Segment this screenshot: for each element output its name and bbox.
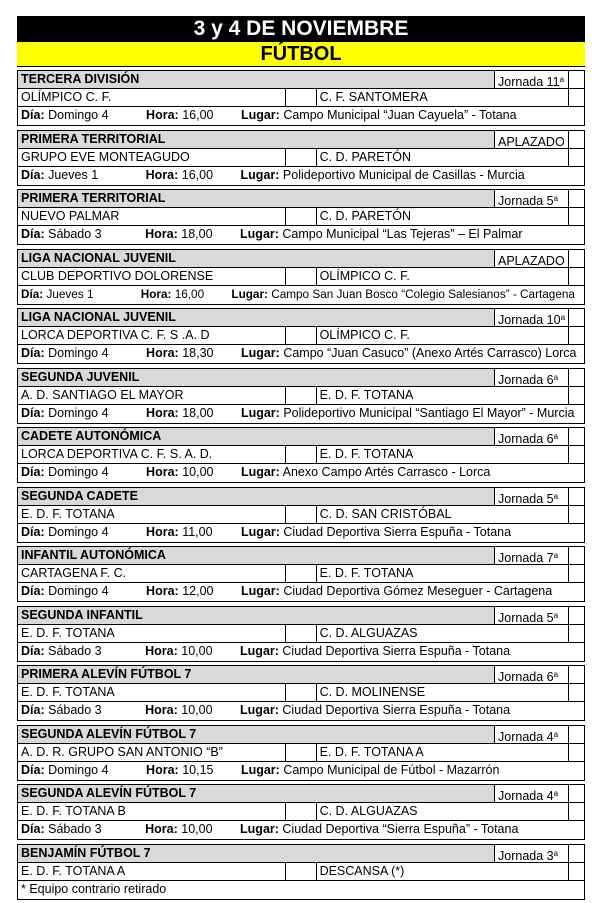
category-label: INFANTIL AUTONÓMICA xyxy=(21,548,166,562)
away-team: C. D. SAN CRISTÓBAL xyxy=(316,506,569,523)
match-card xyxy=(17,189,585,245)
match-header-row xyxy=(18,190,584,208)
away-team: C. F. SANTOMERA xyxy=(316,89,569,106)
dia-value: Jueves 1 xyxy=(48,167,99,182)
details-cell xyxy=(18,345,584,363)
home-team: GRUPO EVE MONTEAGUDO xyxy=(21,149,190,164)
details-row xyxy=(18,524,584,542)
jornada-label: Jornada 6$^a$ xyxy=(494,666,568,683)
details-cell xyxy=(18,226,584,244)
details-row xyxy=(18,167,584,185)
hora-label: Hora: xyxy=(145,703,178,717)
away-team: DESCANSA (*) xyxy=(316,863,569,880)
score-cell xyxy=(285,684,315,701)
jornada-label: Jornada 7$^a$ xyxy=(494,547,568,564)
details-cell xyxy=(18,107,584,125)
details-row xyxy=(18,345,584,363)
blank-cell xyxy=(568,726,584,743)
dia-label: Día: xyxy=(21,584,45,598)
dia-value: Jueves 1 xyxy=(46,287,94,301)
details-cell xyxy=(18,702,584,720)
away-team: C. D. MOLINENSE xyxy=(316,684,569,701)
lugar-label: Lugar: xyxy=(240,167,280,182)
lugar-label: Lugar: xyxy=(240,643,279,658)
jornada-superscript: a xyxy=(553,670,559,679)
hora-label: Hora: xyxy=(145,227,178,241)
score-cell xyxy=(285,565,315,582)
teams-row xyxy=(18,684,584,702)
away-team: E. D. F. TOTANA xyxy=(316,565,569,582)
match-header-row xyxy=(18,666,584,684)
lugar-label: Lugar: xyxy=(240,822,279,836)
details-row xyxy=(18,583,584,601)
dia-value: Domingo 4 xyxy=(48,584,109,598)
teams-row xyxy=(18,208,584,226)
hora-value: 11,00 xyxy=(182,524,213,539)
lugar-value: Ciudad Deportiva Sierra Espuña - Totana xyxy=(282,643,511,658)
lugar-label: Lugar: xyxy=(241,524,280,539)
hora-value: 18,00 xyxy=(182,405,214,420)
teams-row xyxy=(18,89,584,107)
dia-value: Sábado 3 xyxy=(48,703,102,717)
hora-label: Hora: xyxy=(140,287,172,301)
teams-row xyxy=(18,268,584,286)
score-cell xyxy=(568,387,584,404)
score-cell xyxy=(568,268,584,285)
blank-cell xyxy=(568,845,584,862)
lugar-value: Polideportivo Municipal de Casillas - Murcia xyxy=(282,167,525,182)
jornada-superscript: a xyxy=(553,551,559,560)
category-label: TERCERA DIVISIÓN xyxy=(21,72,140,86)
jornada-label: Jornada 4$^a$ xyxy=(494,726,568,743)
blank-cell xyxy=(568,369,584,386)
teams-row xyxy=(18,803,584,821)
match-header-row xyxy=(18,309,584,327)
hora-value: 10,00 xyxy=(182,465,214,479)
teams-row xyxy=(18,565,584,583)
home-team: E. D. F. TOTANA xyxy=(21,625,115,640)
match-header-row xyxy=(18,607,584,625)
blank-cell xyxy=(568,666,584,683)
score-cell xyxy=(568,446,584,463)
match-card xyxy=(17,427,585,483)
home-team: E. D. F. TOTANA B xyxy=(21,804,126,818)
details-row xyxy=(18,464,584,482)
score-cell xyxy=(568,625,584,642)
score-cell xyxy=(568,208,584,225)
details-cell xyxy=(18,643,584,661)
details-cell xyxy=(18,286,584,304)
hora-label: Hora: xyxy=(146,346,179,360)
score-cell xyxy=(568,684,584,701)
score-cell xyxy=(568,744,584,761)
hora-value: 10,00 xyxy=(181,643,213,658)
score-cell xyxy=(285,327,315,344)
home-team: CLUB DEPORTIVO DOLORENSE xyxy=(21,268,214,283)
dia-label: Día: xyxy=(21,703,45,717)
teams-row xyxy=(18,744,584,762)
hora-label: Hora: xyxy=(146,762,179,777)
score-cell xyxy=(568,327,584,344)
lugar-label: Lugar: xyxy=(231,287,268,301)
details-cell xyxy=(18,821,584,839)
details-cell xyxy=(18,405,584,423)
lugar-label: Lugar: xyxy=(240,762,280,777)
score-cell xyxy=(568,803,584,820)
dia-value: Domingo 4 xyxy=(48,524,109,539)
score-cell xyxy=(568,506,584,523)
away-team: C. D. ALGUAZAS xyxy=(316,803,569,820)
jornada-label: Jornada 5$^a$ xyxy=(494,190,568,207)
match-card xyxy=(17,70,585,126)
match-card xyxy=(17,308,585,364)
jornada-label: Jornada 6$^a$ xyxy=(494,369,568,386)
details-row xyxy=(18,702,584,720)
category-label: SEGUNDA ALEVÍN FÚTBOL 7 xyxy=(21,786,197,800)
match-header-row xyxy=(18,131,584,149)
score-cell xyxy=(568,89,584,106)
lugar-label: Lugar: xyxy=(240,346,280,360)
hora-label: Hora: xyxy=(145,822,178,836)
lugar-value: Campo Municipal “Las Tejeras” – El Palmar xyxy=(282,227,523,241)
details-row xyxy=(18,107,584,125)
lugar-value: Campo Municipal de Fútbol - Mazarrón xyxy=(283,762,500,777)
category-label: SEGUNDA JUVENIL xyxy=(21,369,140,384)
lugar-value: Campo Municipal “Juan Cayuela” - Totana xyxy=(283,108,517,122)
details-row xyxy=(18,226,584,244)
jornada-label: APLAZADO xyxy=(494,131,568,148)
hora-value: 12,00 xyxy=(182,584,214,598)
teams-row xyxy=(18,625,584,643)
jornada-superscript: a xyxy=(553,610,559,620)
hora-value: 10,00 xyxy=(181,822,213,836)
details-row xyxy=(18,405,584,423)
lugar-label: Lugar: xyxy=(240,405,280,420)
match-list xyxy=(17,70,585,903)
blank-cell xyxy=(568,428,584,445)
blank-cell xyxy=(568,607,584,624)
category-label: LIGA NACIONAL JUVENIL xyxy=(21,310,176,324)
details-cell xyxy=(18,167,584,185)
lugar-label: Lugar: xyxy=(240,465,280,479)
away-team: C. D. PARETÓN xyxy=(316,208,569,225)
date-title: 3 y 4 DE NOVIEMBRE xyxy=(17,16,585,42)
hora-value: 18,00 xyxy=(181,227,213,241)
match-header-row xyxy=(18,726,584,744)
category-label: CADETE AUTONÓMICA xyxy=(21,429,162,443)
match-card xyxy=(17,784,585,840)
away-team: OLÍMPICO C. F. xyxy=(316,268,569,285)
match-header-row xyxy=(18,250,584,268)
dia-label: Día: xyxy=(21,346,45,360)
lugar-value: Campo San Juan Bosco “Colegio Salesianos” - Cartagena xyxy=(271,287,575,301)
score-cell xyxy=(568,565,584,582)
score-cell xyxy=(285,446,315,463)
match-header-row xyxy=(18,369,584,387)
sport-title: FÚTBOL xyxy=(17,42,585,67)
dia-value: Domingo 4 xyxy=(48,108,109,122)
jornada-label: Jornada 4$^a$ xyxy=(494,785,568,802)
score-cell xyxy=(568,863,584,880)
match-card xyxy=(17,606,585,662)
details-cell xyxy=(18,762,584,780)
dia-value: Domingo 4 xyxy=(48,465,109,479)
dia-value: Domingo 4 xyxy=(48,405,109,420)
dia-value: Sábado 3 xyxy=(48,227,102,241)
dia-label: Día: xyxy=(21,465,45,479)
blank-cell xyxy=(568,488,584,505)
lugar-value: Anexo Campo Artés Carrasco - Lorca xyxy=(282,465,491,479)
jornada-superscript: a xyxy=(559,75,565,84)
away-team: E. D. F. TOTANA A xyxy=(316,744,569,761)
blank-cell xyxy=(568,309,584,326)
dia-label: Día: xyxy=(21,227,45,241)
score-cell xyxy=(568,149,584,166)
details-cell xyxy=(18,524,584,542)
match-header-row xyxy=(18,845,584,863)
score-cell xyxy=(285,268,315,285)
jornada-label: APLAZADO xyxy=(494,250,568,267)
home-team: E. D. F. TOTANA A xyxy=(21,863,126,878)
category-label: PRIMERA TERRITORIAL xyxy=(21,191,166,205)
hora-label: Hora: xyxy=(146,524,179,539)
away-team: OLÍMPICO C. F. xyxy=(316,327,569,344)
dia-label: Día: xyxy=(21,108,45,122)
hora-label: Hora: xyxy=(145,167,179,182)
footnote: * Equipo contrario retirado xyxy=(21,881,167,896)
hora-label: Hora: xyxy=(146,584,179,598)
jornada-superscript: a xyxy=(560,313,566,322)
home-team: LORCA DEPORTIVA C. F. S .A. D xyxy=(21,328,210,342)
match-header-row xyxy=(18,488,584,506)
lugar-value: Polideportivo Municipal “Santiago El Mayor” - Murcia xyxy=(283,405,575,420)
score-cell xyxy=(285,863,315,880)
lugar-value: Campo “Juan Casuco” (Anexo Artés Carrasco) Lorca xyxy=(283,346,577,360)
match-header-row xyxy=(18,71,584,89)
jornada-superscript: a xyxy=(553,789,559,798)
blank-cell xyxy=(568,190,584,207)
home-team: NUEVO PALMAR xyxy=(21,209,120,223)
teams-row xyxy=(18,506,584,524)
jornada-label: Jornada 5$^a$ xyxy=(494,488,568,505)
away-team: C. D. ALGUAZAS xyxy=(316,625,569,642)
match-card xyxy=(17,130,585,186)
lugar-value: Ciudad Deportiva Gómez Meseguer - Cartagena xyxy=(283,584,553,598)
category-label: SEGUNDA INFANTIL xyxy=(21,607,143,622)
jornada-superscript: a xyxy=(553,372,559,382)
match-header-row xyxy=(18,428,584,446)
category-label: LIGA NACIONAL JUVENIL xyxy=(21,250,176,265)
home-team: LORCA DEPORTIVA C. F. S. A. D. xyxy=(21,447,213,461)
home-team: A. D. SANTIAGO EL MAYOR xyxy=(21,387,184,402)
jornada-label: Jornada 10$^a$ xyxy=(494,309,568,326)
jornada-superscript: a xyxy=(553,848,559,858)
away-team: E. D. F. TOTANA xyxy=(316,387,569,404)
score-cell xyxy=(285,625,315,642)
home-team: A. D. R. GRUPO SAN ANTONIO “B” xyxy=(21,744,223,759)
category-label: PRIMERA TERRITORIAL xyxy=(21,131,166,146)
dia-label: Día: xyxy=(21,405,45,420)
details-row xyxy=(18,821,584,839)
blank-cell xyxy=(568,131,584,148)
lugar-label: Lugar: xyxy=(240,584,280,598)
dia-label: Día: xyxy=(21,167,45,182)
match-card xyxy=(17,725,585,781)
blank-cell xyxy=(568,71,584,88)
details-cell xyxy=(18,464,584,482)
blank-cell xyxy=(568,785,584,802)
jornada-superscript: a xyxy=(553,194,559,203)
details-cell xyxy=(18,583,584,601)
jornada-label: Jornada 5$^a$ xyxy=(494,607,568,624)
hora-label: Hora: xyxy=(146,108,179,122)
away-team: C. D. PARETÓN xyxy=(316,149,569,166)
blank-cell xyxy=(568,250,584,267)
dia-value: Sábado 3 xyxy=(48,643,102,658)
dia-label: Día: xyxy=(21,524,45,539)
match-card xyxy=(17,665,585,721)
hora-value: 10,00 xyxy=(181,703,213,717)
jornada-label: Jornada 6$^a$ xyxy=(494,428,568,445)
hora-value: 16,00 xyxy=(182,108,214,122)
score-cell xyxy=(285,89,315,106)
match-card xyxy=(17,546,585,602)
home-team: CARTAGENA F. C. xyxy=(21,566,127,580)
details-row xyxy=(18,286,584,304)
match-header-row xyxy=(18,785,584,803)
home-team: E. D. F. TOTANA xyxy=(21,685,115,699)
category-label: SEGUNDA ALEVÍN FÚTBOL 7 xyxy=(21,726,197,741)
home-team: OLÍMPICO C. F. xyxy=(21,90,112,104)
lugar-value: Ciudad Deportiva “Sierra Espuña” - Totana xyxy=(282,822,519,836)
teams-row xyxy=(18,446,584,464)
dia-label: Día: xyxy=(21,643,45,658)
dia-value: Domingo 4 xyxy=(48,346,109,360)
dia-value: Sábado 3 xyxy=(48,822,102,836)
teams-row xyxy=(18,149,584,167)
dia-label: Día: xyxy=(21,822,45,836)
teams-row xyxy=(18,863,584,881)
teams-row xyxy=(18,327,584,345)
hora-label: Hora: xyxy=(145,643,178,658)
category-label: PRIMERA ALEVÍN FÚTBOL 7 xyxy=(21,667,192,681)
teams-row xyxy=(18,387,584,405)
away-team: E. D. F. TOTANA xyxy=(316,446,569,463)
hora-label: Hora: xyxy=(146,405,179,420)
hora-label: Hora: xyxy=(146,465,179,479)
details-row xyxy=(18,643,584,661)
lugar-value: Ciudad Deportiva Sierra Espuña - Totana xyxy=(282,703,511,717)
hora-value: 18,30 xyxy=(182,346,214,360)
jornada-superscript: a xyxy=(553,729,559,739)
score-cell xyxy=(285,387,315,404)
blank-cell xyxy=(568,547,584,564)
details-row xyxy=(18,762,584,780)
match-card xyxy=(17,368,585,424)
score-cell xyxy=(285,803,315,820)
lugar-label: Lugar: xyxy=(240,108,280,122)
lugar-value: Ciudad Deportiva Sierra Espuña - Totana xyxy=(283,524,512,539)
hora-value: 16,00 xyxy=(181,167,214,182)
lugar-label: Lugar: xyxy=(240,703,279,717)
dia-value: Domingo 4 xyxy=(48,762,109,777)
dia-label: Día: xyxy=(21,287,44,301)
lugar-label: Lugar: xyxy=(240,227,279,241)
hora-value: 16,00 xyxy=(174,287,205,301)
score-cell xyxy=(285,506,315,523)
home-team: E. D. F. TOTANA xyxy=(21,506,115,521)
score-cell xyxy=(285,744,315,761)
dia-label: Día: xyxy=(21,762,45,777)
hora-value: 10,15 xyxy=(182,762,214,777)
match-card xyxy=(17,249,585,305)
jornada-superscript: a xyxy=(553,432,559,441)
category-label: BENJAMÍN FÚTBOL 7 xyxy=(21,845,151,860)
score-cell xyxy=(285,149,315,166)
match-card xyxy=(17,487,585,543)
score-cell xyxy=(285,208,315,225)
category-label: SEGUNDA CADETE xyxy=(21,488,138,503)
jornada-label: Jornada 11$^a$ xyxy=(494,71,568,88)
match-card xyxy=(17,844,585,900)
jornada-superscript: a xyxy=(553,491,559,501)
match-header-row xyxy=(18,547,584,565)
note-row xyxy=(18,881,584,899)
jornada-label: Jornada 3$^a$ xyxy=(494,845,568,862)
